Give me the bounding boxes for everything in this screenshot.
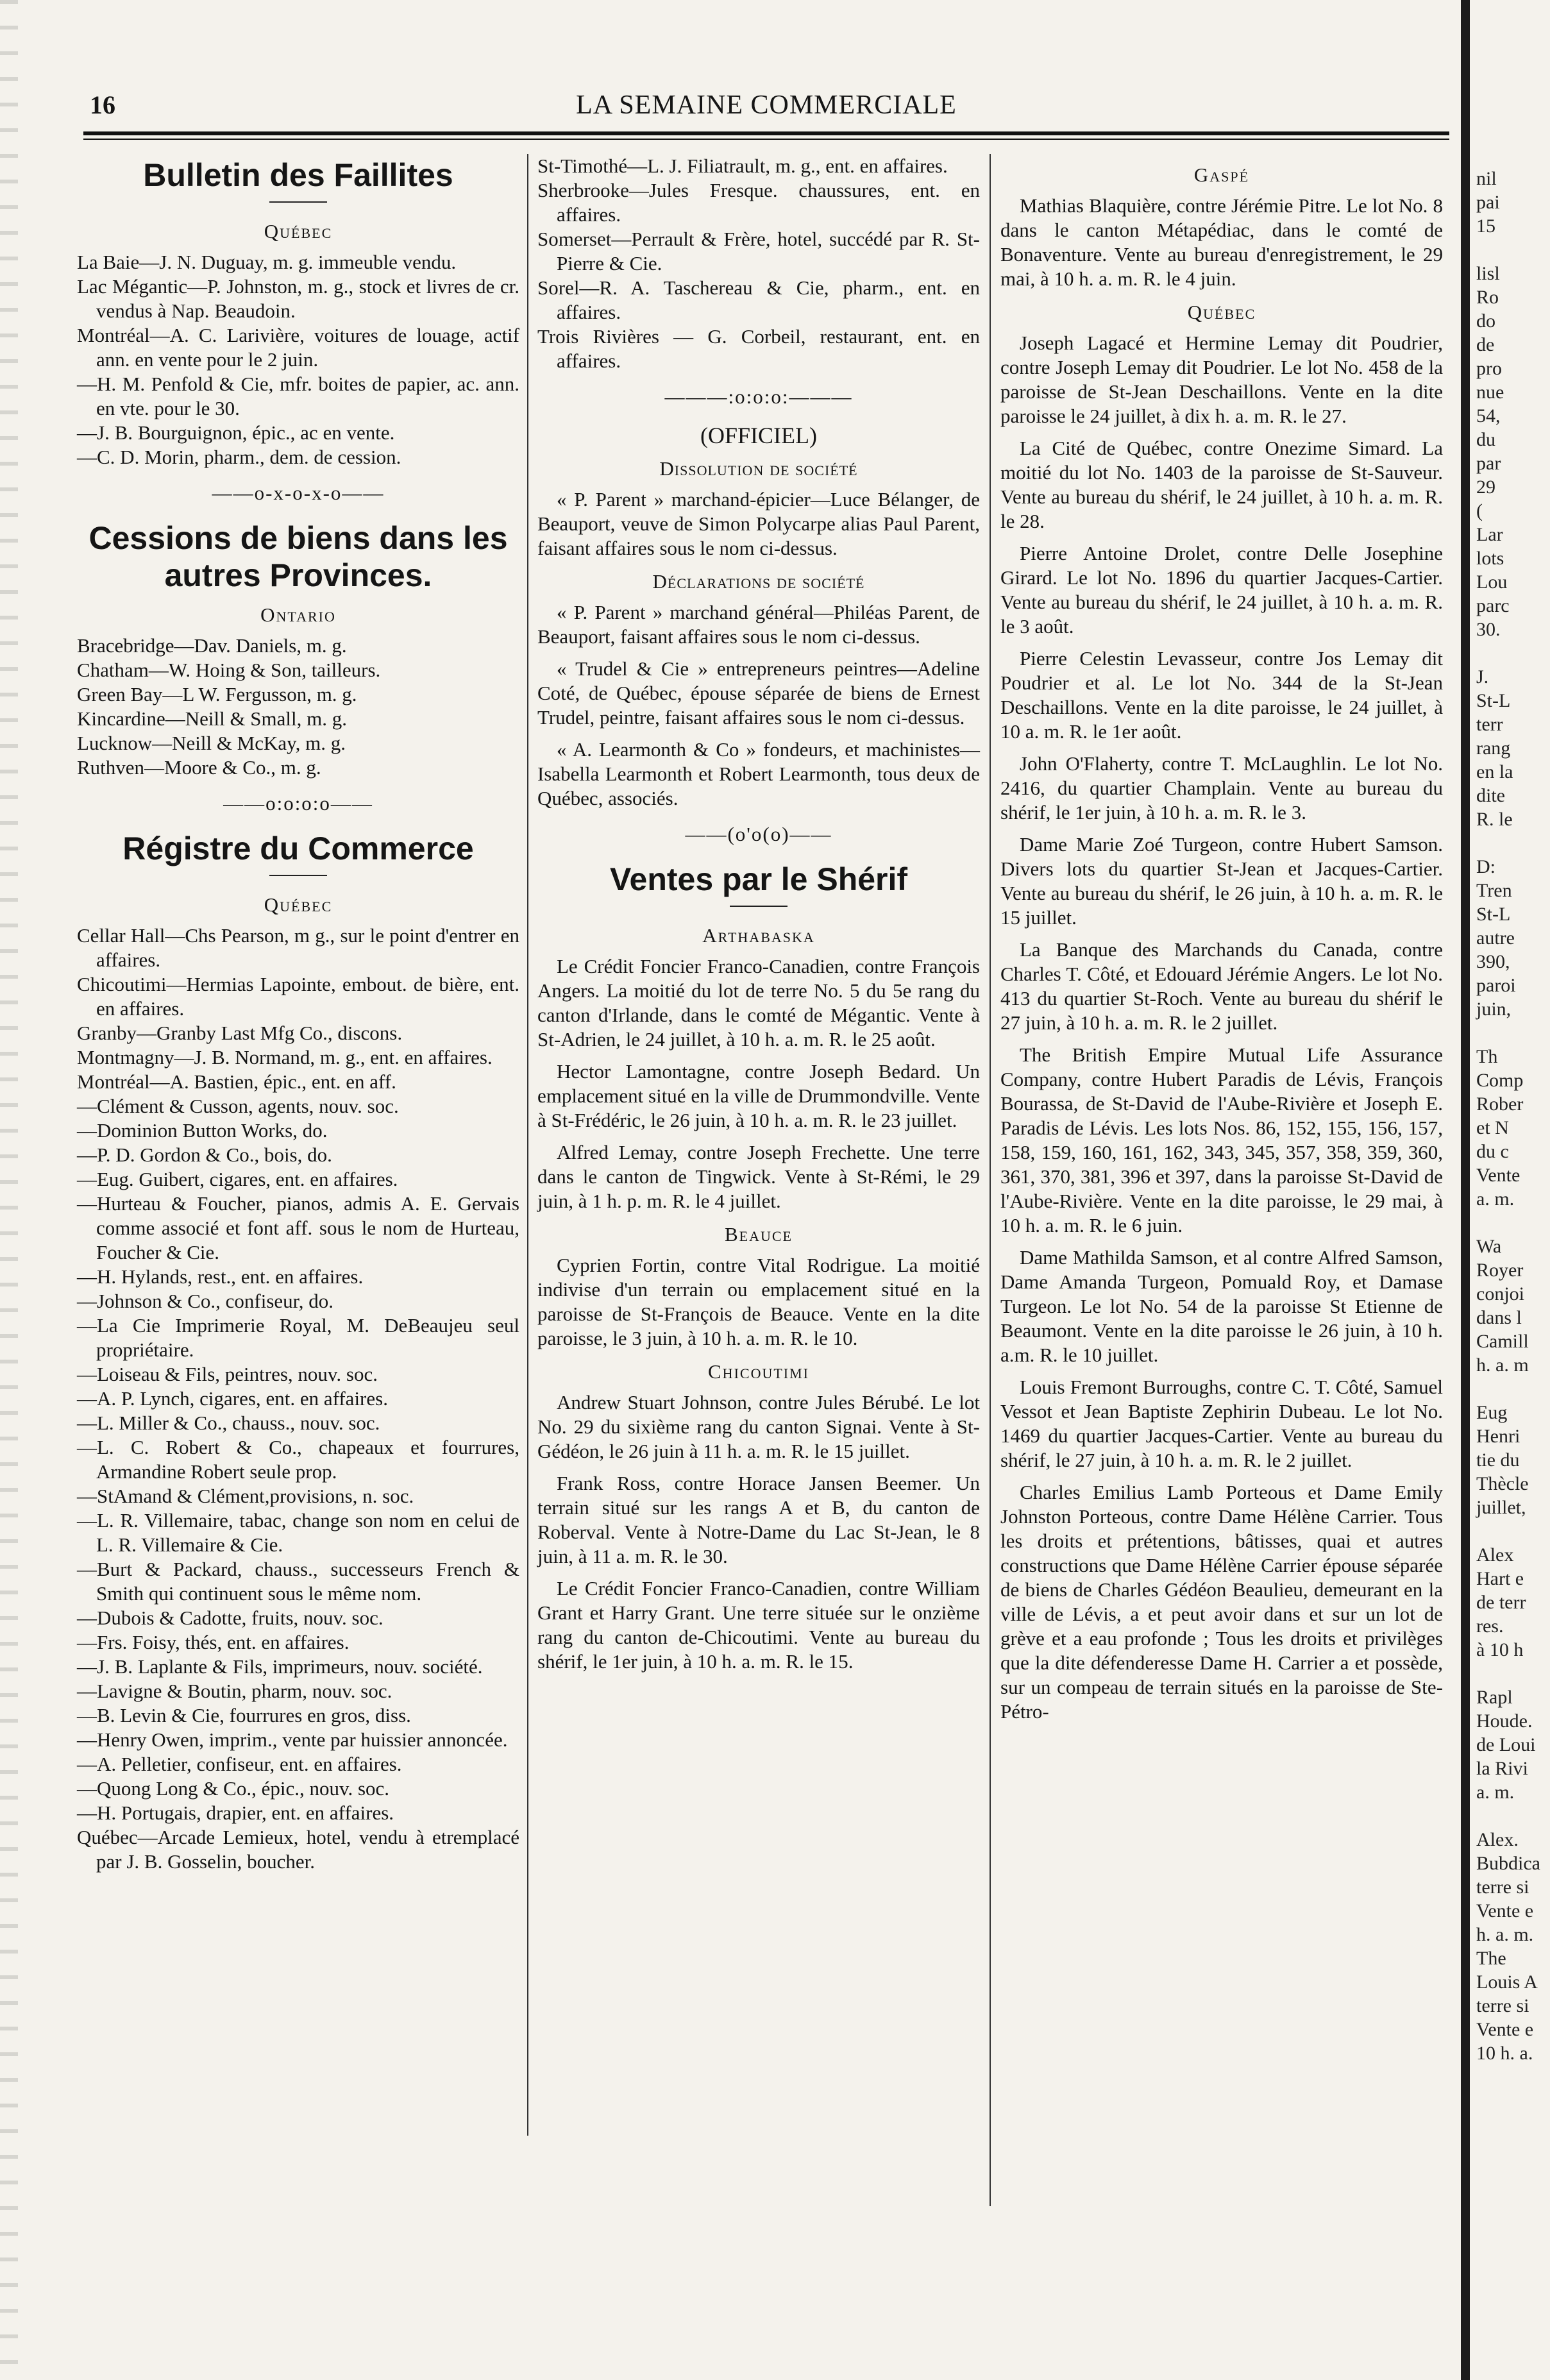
notice-paragraph: Joseph Lagacé et Hermine Lemay dit Poudrier, contre Joseph Lemay dit Poudrier. Le lot No. 458 de la paroisse de St-Jean Deschaillons. Vente en la dite paroisse le 24 juillet, à dix h. a. m. R. le 27. — [1000, 332, 1443, 427]
text-fragment: par — [1476, 453, 1501, 474]
notice-paragraph: The British Empire Mutual Life Assurance Company, contre Hubert Paradis de Lévis, François Bourassa, de St-David de l'Aube-Rivière et Joseph E. Paradis de Lévis. Les lots Nos. 86, 152, 155, 156, 157, 158, 159, 160, 161, 162, 343, 345, 357, 358, 359, 360, 361, 370, 381, 396 et 397, dans la paroisse St-David de l'Aube-Rivière. Vente en la dite paroisse, le 29 mai, à 10 h. a. m. R. le 6 juin. — [1000, 1043, 1443, 1236]
list-entry: La Baie—J. N. Duguay, m. g. immeuble vendu. — [77, 251, 457, 273]
arthabaska-list — [537, 954, 980, 1213]
cessions-heading: Cessions de biens dans les autres Provinces. — [88, 520, 508, 593]
text-fragment: St-L — [1476, 904, 1511, 925]
registre-continued-list — [537, 154, 980, 373]
text-fragment — [1476, 1021, 1550, 1045]
text-fragment: parc — [1476, 595, 1510, 616]
notice-paragraph: Louis Fremont Burroughs, contre C. T. Côté, Samuel Vessot et Jean Baptiste Zephirin Dubeau. Le lot No. 1469 du quartier Jacques-Cartier. Vente au bureau du shérif, le 27 juin, à 10 h. a. m. R. le 2 juillet. — [1000, 1376, 1443, 1471]
text-fragment: Alex — [1476, 1544, 1514, 1566]
separator: ———:o:o:o:——— — [664, 385, 853, 408]
text-fragment — [1476, 1377, 1550, 1401]
notice-paragraph: John O'Flaherty, contre T. McLaughlin. Le lot No. 2416, du quartier Champlain. Vente au bureau du shérif, le 1er juin, à 10 h. a. m. R. le 3. — [1000, 752, 1443, 823]
list-entry: Granby—Granby Last Mfg Co., discons. — [77, 1022, 403, 1044]
page-edge-band — [1461, 0, 1470, 2380]
text-fragment: ( — [1476, 500, 1483, 521]
text-fragment: Hart e — [1476, 1568, 1524, 1589]
text-fragment: h. a. m. — [1476, 1924, 1534, 1945]
notice-paragraph: Dame Marie Zoé Turgeon, contre Hubert Samson. Divers lots du quartier St-Jean et Jacques-Cartier. Vente au bureau du shérif, le 26 juin, à 10 h. a. m. R. le 15 juillet. — [1000, 833, 1443, 929]
quebec-list — [1000, 331, 1443, 1724]
list-entry: —P. D. Gordon & Co., bois, do. — [77, 1144, 332, 1166]
cessions-list — [77, 634, 519, 780]
text-fragment — [1476, 1211, 1550, 1235]
notice-paragraph: Pierre Antoine Drolet, contre Delle Josephine Girard. Le lot No. 1896 du quartier Jacques-Cartier. Vente au bureau du shérif, le 24 juillet, à 10 h. a. m. R. le 3 août. — [1000, 542, 1443, 637]
list-entry: —L. Miller & Co., chauss., nouv. soc. — [77, 1412, 380, 1434]
masthead-title: LA SEMAINE COMMERCIALE — [576, 90, 957, 120]
page-number: 16 — [90, 90, 115, 119]
list-entry: —Hurteau & Foucher, pianos, admis A. E. Gervais comme associé et font aff. sous le nom de Hurteau, Foucher & Cie. — [77, 1192, 519, 1263]
text-fragment: Ro — [1476, 287, 1499, 308]
text-fragment: pro — [1476, 358, 1502, 379]
text-fragment: pai — [1476, 192, 1500, 213]
separator: ——o-x-o-x-o—— — [212, 482, 385, 504]
declarations-list — [537, 600, 980, 811]
text-fragment: tie du — [1476, 1449, 1520, 1471]
text-fragment: Henri — [1476, 1426, 1521, 1447]
list-entry: Cellar Hall—Chs Pearson, m g., sur le point d'entrer en affaires. — [77, 924, 519, 971]
faillites-list — [77, 250, 519, 469]
list-entry: Ruthven—Moore & Co., m. g. — [77, 756, 321, 779]
list-entry: Green Bay—L W. Fergusson, m. g. — [77, 683, 357, 705]
registre-list — [77, 924, 519, 1874]
text-fragment: do — [1476, 310, 1495, 332]
text-fragment: Tren — [1476, 880, 1512, 901]
text-fragment: Vente e — [1476, 2019, 1534, 2040]
list-entry: —Burt & Packard, chauss., successeurs French & Smith qui continuent sous le même nom. — [77, 1558, 519, 1605]
text-fragment: et N — [1476, 1117, 1509, 1138]
notice-paragraph: La Banque des Marchands du Canada, contre Charles T. Côté, et Edouard Jérémie Angers. Le lot No. 413 du quartier St-Roch. Vente au bureau du shérif le 27 juin, à 10 h. a. m. R. le 2 juillet. — [1000, 938, 1443, 1034]
registre-heading: Régistre du Commerce — [122, 831, 474, 866]
list-entry: —Frs. Foisy, thés, ent. en affaires. — [77, 1631, 350, 1653]
text-fragment — [1476, 1662, 1550, 1685]
text-fragment: Rapl — [1476, 1687, 1513, 1708]
officiel-heading: (OFFICIEL) — [700, 423, 817, 448]
list-entry: —Quong Long & Co., épic., nouv. soc. — [77, 1777, 390, 1800]
text-fragment: terre si — [1476, 1995, 1529, 2016]
notice-paragraph: Cyprien Fortin, contre Vital Rodrigue. La moitié indivise d'un terrain ou emplacement situé en la paroisse de St-François de Beauce. Vente en la dite paroisse, le 3 juin, à 10 h. a. m. R. le 10. — [537, 1254, 980, 1349]
text-fragment: à 10 h — [1476, 1639, 1524, 1660]
adjacent-page-fragments — [1476, 167, 1550, 2065]
short-rule — [269, 875, 327, 876]
separator: ——(o'o(o)—— — [685, 823, 832, 845]
text-fragment: J. — [1476, 666, 1489, 688]
list-entry: —L. R. Villemaire, tabac, change son nom en celui de L. R. Villemaire & Cie. — [77, 1509, 519, 1556]
notice-paragraph: Mathias Blaquière, contre Jérémie Pitre. Le lot No. 8 dans le canton Métapédiac, dans le comté de Bonaventure. Vente au bureau d'enregistrement, le 29 mai, à 10 h. a. m. R. le 4 juin. — [1000, 194, 1443, 290]
notice-paragraph: « A. Learmonth & Co » fondeurs, et machinistes—Isabella Learmonth et Robert Learmonth, tous deux de Québec, associés. — [537, 738, 980, 809]
text-fragment: juin, — [1476, 999, 1512, 1020]
text-fragment: res. — [1476, 1616, 1504, 1637]
notice-paragraph: Le Crédit Foncier Franco-Canadien, contre William Grant et Harry Grant. Une terre située sur le onzième rang du canton de-Chicoutimi. Vente au bureau du shérif, le 1er juin, à 10 h. a. m. R. le 15. — [537, 1577, 980, 1673]
list-entry: —J. B. Bourguignon, épic., ac en vente. — [77, 421, 395, 444]
text-fragment: lots — [1476, 548, 1504, 569]
list-entry: —Dominion Button Works, do. — [77, 1119, 328, 1142]
text-fragment: Th — [1476, 1046, 1498, 1067]
text-fragment: du — [1476, 429, 1495, 450]
text-fragment: Lar — [1476, 524, 1503, 545]
text-fragment: Royer — [1476, 1260, 1524, 1281]
notice-paragraph: « Trudel & Cie » entrepreneurs peintres—Adeline Coté, de Québec, épouse séparée de biens de Ernest Trudel, peintre, faisant affaires sous le nom ci-dessus. — [537, 657, 980, 729]
region-beauce: Beauce — [724, 1223, 793, 1245]
list-entry: Québec—Arcade Lemieux, hotel, vendu à etremplacé par J. B. Gosselin, boucher. — [77, 1826, 519, 1873]
list-entry: —H. M. Penfold & Cie, mfr. boites de papier, ac. ann. en vte. pour le 30. — [77, 373, 519, 419]
notice-paragraph: Hector Lamontagne, contre Joseph Bedard. Un emplacement situé en la ville de Drummondville. Vente à St-Frédéric, le 26 juin, à 10 h. a. m. R. le 23 juillet. — [537, 1060, 980, 1131]
text-fragment: du c — [1476, 1141, 1509, 1162]
text-fragment: paroi — [1476, 975, 1516, 996]
list-entry: Somerset—Perrault & Frère, hotel, succédé par R. St-Pierre & Cie. — [537, 228, 980, 274]
list-entry: Trois Rivières — G. Corbeil, restaurant, ent. en affaires. — [537, 325, 980, 372]
text-fragment: a. m. — [1476, 1188, 1515, 1210]
notice-paragraph: « P. Parent » marchand général—Philéas Parent, de Beauport, faisant affaires sous le nom ci-dessus. — [537, 601, 980, 648]
list-entry: —A. Pelletier, confiseur, ent. en affaires. — [77, 1753, 402, 1775]
list-entry: St-Timothé—L. J. Filiatrault, m. g., ent. en affaires. — [537, 155, 948, 177]
region-quebec: Québec — [264, 893, 333, 916]
list-entry: Chicoutimi—Hermias Lapointe, embout. de bière, ent. en affaires. — [77, 973, 519, 1020]
list-entry: —L. C. Robert & Co., chapeaux et fourrures, Armandine Robert seule prop. — [77, 1436, 519, 1483]
header-rule-thin — [83, 139, 1449, 140]
column-divider-2 — [990, 154, 991, 2206]
list-entry: —H. Portugais, drapier, ent. en affaires. — [77, 1802, 394, 1824]
column-3 — [1000, 154, 1443, 1732]
region-quebec: Québec — [1187, 301, 1256, 323]
text-fragment: Wa — [1476, 1236, 1502, 1257]
declarations-heading: Déclarations de société — [652, 570, 865, 593]
list-entry: Montréal—A. Bastien, épic., ent. en aff. — [77, 1070, 396, 1093]
text-fragment — [1476, 1804, 1550, 1828]
list-entry: —B. Levin & Cie, fourrures en gros, diss. — [77, 1704, 411, 1726]
text-fragment: 29 — [1476, 477, 1495, 498]
text-fragment: 10 h. a. — [1476, 2043, 1533, 2064]
text-fragment: en la — [1476, 761, 1513, 782]
sherif-heading: Ventes par le Shérif — [609, 861, 908, 897]
text-fragment: terr — [1476, 714, 1503, 735]
text-fragment: conjoi — [1476, 1283, 1524, 1304]
adjacent-page-strip — [1461, 0, 1550, 2380]
list-entry: Bracebridge—Dav. Daniels, m. g. — [77, 634, 347, 657]
beauce-list — [537, 1253, 980, 1351]
short-rule — [730, 906, 788, 907]
text-fragment — [1476, 1519, 1550, 1543]
text-fragment: de Loui — [1476, 1734, 1536, 1755]
text-fragment: 15 — [1476, 215, 1495, 237]
notice-paragraph: La Cité de Québec, contre Onezime Simard. La moitié du lot No. 1403 de la paroisse de St-Sauveur. Vente au bureau du shérif, le 24 juillet, à 10 h. a. m. R. le 28. — [1000, 437, 1443, 532]
text-fragment: a. m. — [1476, 1782, 1515, 1803]
text-fragment: rang — [1476, 738, 1511, 759]
text-fragment: 390, — [1476, 951, 1510, 972]
list-entry: Lucknow—Neill & McKay, m. g. — [77, 732, 346, 754]
list-entry: —Lavigne & Boutin, pharm, nouv. soc. — [77, 1680, 392, 1702]
text-fragment: nil — [1476, 168, 1497, 189]
text-fragment: Camill — [1476, 1331, 1529, 1352]
notice-paragraph: Frank Ross, contre Horace Jansen Beemer. Un terrain situé sur les rangs A et B, du canton de Roberval. Vente à Notre-Dame du Lac St-Jean, le 8 juin, à 11 a. m. R. le 30. — [537, 1472, 980, 1567]
text-fragment — [1476, 831, 1550, 855]
column-1 — [77, 154, 519, 1874]
text-fragment: dite — [1476, 785, 1505, 806]
header-rule-thick — [83, 131, 1449, 135]
notice-paragraph: Le Crédit Foncier Franco-Canadien, contre François Angers. La moitié du lot de terre No. 5 du 5e rang du canton d'Irlande, dans le comté de Mégantic. Vente à St-Adrien, le 24 juillet, à 10 h. a. m. R. le 25 août. — [537, 955, 980, 1051]
separator: ——o:o:o:o—— — [223, 792, 373, 814]
text-fragment: h. a. m — [1476, 1355, 1529, 1376]
notice-paragraph: Pierre Celestin Levasseur, contre Jos Lemay dit Poudrier et al. Le lot No. 344 de la St-Jean Deschaillons. Vente en la dite paroisse, le 24 juillet, à 10 a. m. R. le 1er août. — [1000, 647, 1443, 743]
text-fragment: 54, — [1476, 405, 1501, 426]
text-fragment: autre — [1476, 927, 1515, 949]
dissolution-heading: Dissolution de société — [659, 457, 858, 480]
notice-paragraph: Alfred Lemay, contre Joseph Frechette. Une terre dans le canton de Tingwick. Vente à St-Rémi, le 29 juin, à 1 h. p. m. R. le 4 juillet. — [537, 1141, 980, 1212]
text-fragment: Louis A — [1476, 1971, 1538, 1993]
list-entry: Lac Mégantic—P. Johnston, m. g., stock et livres de cr. vendus à Nap. Beaudoin. — [77, 275, 519, 322]
list-entry: —Eug. Guibert, cigares, ent. en affaires. — [77, 1168, 398, 1190]
list-entry: Sorel—R. A. Taschereau & Cie, pharm., ent. en affaires. — [537, 276, 980, 323]
text-fragment: 30. — [1476, 619, 1501, 640]
text-fragment: de terr — [1476, 1592, 1526, 1613]
text-fragment: The — [1476, 1948, 1506, 1969]
short-rule — [269, 201, 327, 203]
region-gaspe: Gaspé — [1193, 164, 1250, 186]
text-fragment: Houde. — [1476, 1710, 1533, 1732]
list-entry: —StAmand & Clément,provisions, n. soc. — [77, 1485, 414, 1507]
dissolution-paragraph: « P. Parent » marchand-épicier—Luce Bélanger, de Beauport, veuve de Simon Polycarpe alias Paul Parent, faisant affaires sous le nom ci-dessus. — [537, 488, 980, 559]
text-fragment: Bubdica — [1476, 1853, 1540, 1874]
text-fragment — [1476, 641, 1550, 665]
text-fragment: de — [1476, 334, 1495, 355]
region-arthabaska: Arthabaska — [702, 924, 815, 947]
list-entry: —Henry Owen, imprim., vente par huissier annoncée. — [77, 1728, 508, 1751]
text-fragment: la Rivi — [1476, 1758, 1528, 1779]
text-fragment: Alex. — [1476, 1829, 1519, 1850]
text-fragment: Thècle — [1476, 1473, 1529, 1494]
text-fragment: St-L — [1476, 690, 1511, 711]
text-fragment: R. le — [1476, 809, 1513, 830]
text-fragment: Vente — [1476, 1165, 1521, 1186]
text-fragment: Rober — [1476, 1093, 1524, 1115]
list-entry: Sherbrooke—Jules Fresque. chaussures, ent. en affaires. — [537, 179, 980, 226]
column-divider-1 — [527, 154, 528, 2136]
page-header — [83, 83, 1449, 128]
list-entry: Montmagny—J. B. Normand, m. g., ent. en affaires. — [77, 1046, 493, 1068]
scan-margin-marks — [0, 0, 18, 2380]
region-chicoutimi: Chicoutimi — [708, 1360, 809, 1383]
list-entry: —H. Hylands, rest., ent. en affaires. — [77, 1265, 364, 1288]
list-entry: —Loiseau & Fils, peintres, nouv. soc. — [77, 1363, 378, 1385]
list-entry: Kincardine—Neill & Small, m. g. — [77, 707, 348, 730]
text-fragment: Comp — [1476, 1070, 1524, 1091]
chicoutimi-list — [537, 1390, 980, 1674]
notice-paragraph: Charles Emilius Lamb Porteous et Dame Emily Johnston Porteous, contre Dame Hélène Carrier. Tous les droits et prétentions, bâtisses, quai et autres constructions que Dame Hélène Carrier épouse séparée de biens de Charles Gédéon Beaulieu, demeurant en la ville de Lévis, a et peut avoir dans et sur un lot de grève et a eau profonde ; Tous les droits et privilèges que la dite défenderesse Dame H. Carrier a et possède, sur un compeau de terrain situés en la paroisse de Ste-Pétro- — [1000, 1481, 1443, 1723]
list-entry: —Dubois & Cadotte, fruits, nouv. soc. — [77, 1607, 383, 1629]
list-entry: —C. D. Morin, pharm., dem. de cession. — [77, 446, 401, 468]
list-entry: —Clément & Cusson, agents, nouv. soc. — [77, 1095, 399, 1117]
list-entry: —J. B. Laplante & Fils, imprimeurs, nouv. société. — [77, 1655, 483, 1678]
text-fragment: Lou — [1476, 571, 1508, 593]
gaspe-list — [1000, 194, 1443, 291]
text-fragment — [1476, 238, 1550, 262]
text-fragment: Vente e — [1476, 1900, 1534, 1921]
list-entry: Montréal—A. C. Larivière, voitures de louage, actif ann. en vente pour le 2 juin. — [77, 324, 519, 371]
region-ontario: Ontario — [260, 603, 336, 626]
text-fragment: terre si — [1476, 1877, 1529, 1898]
text-fragment: dans l — [1476, 1307, 1522, 1328]
text-fragment: lisl — [1476, 263, 1500, 284]
text-fragment: nue — [1476, 382, 1504, 403]
text-fragment: Eug — [1476, 1402, 1508, 1423]
list-entry: —Johnson & Co., confiseur, do. — [77, 1290, 334, 1312]
faillites-heading: Bulletin des Faillites — [143, 157, 453, 193]
notice-paragraph: Dame Mathilda Samson, et al contre Alfred Samson, Dame Amanda Turgeon, Pomuald Roy, et Damase Turgeon. Le lot No. 54 de la paroisse St Etienne de Beaumont. Vente en la dite paroisse le 26 juin, à 10 h. a.m. R. le 10 juillet. — [1000, 1246, 1443, 1366]
text-fragment: D: — [1476, 856, 1495, 877]
column-2 — [537, 154, 980, 1682]
list-entry: —La Cie Imprimerie Royal, M. DeBeaujeu seul propriétaire. — [77, 1314, 519, 1361]
list-entry: Chatham—W. Hoing & Son, tailleurs. — [77, 659, 381, 681]
text-fragment: juillet, — [1476, 1497, 1526, 1518]
list-entry: —A. P. Lynch, cigares, ent. en affaires. — [77, 1387, 388, 1410]
region-quebec: Québec — [264, 220, 333, 242]
notice-paragraph: Andrew Stuart Johnson, contre Jules Bérubé. Le lot No. 29 du sixième rang du canton Signai. Vente à St-Gédéon, le 26 juin à 11 h. a. m. R. le 15 juillet. — [537, 1391, 980, 1462]
